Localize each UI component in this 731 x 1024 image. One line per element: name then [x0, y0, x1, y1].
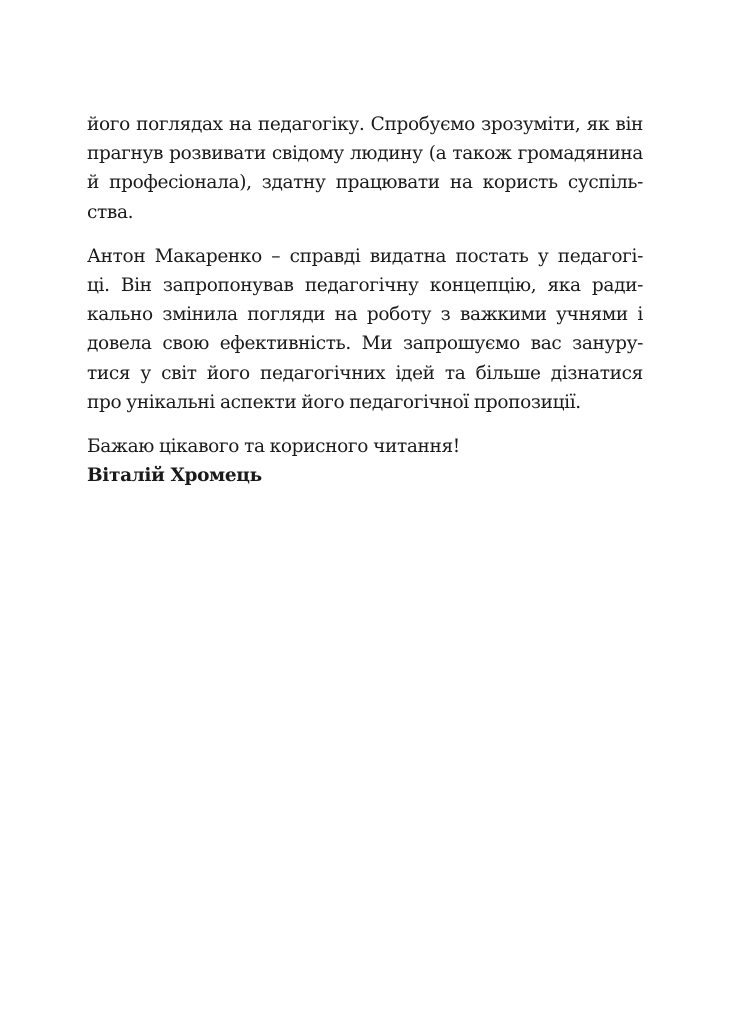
- text-line: його поглядах на педагогіку. Спробуємо зрозуміти, як він: [87, 114, 643, 135]
- paragraph-gap: [87, 227, 643, 242]
- text-line: тися у світ його педагогічних ідей та більше дізнатися: [87, 362, 643, 384]
- text-line: Антон Макаренко – справді видатна постать у педагогі-: [87, 245, 643, 267]
- paragraph-makarenko: [87, 242, 643, 417]
- document-body: [87, 110, 643, 490]
- paragraph-gap: [87, 417, 643, 432]
- text-line: кально змінила погляди на роботу з важкими учнями і: [87, 304, 643, 326]
- text-line: прагнув розвивати свідому людину (а також громадянина: [87, 143, 643, 165]
- closing-line: Бажаю цікавого та корисного читання!: [87, 436, 460, 458]
- text-line: довела свою ефективність. Ми запрошуємо вас зануру-: [87, 333, 643, 355]
- text-line: й професіонала), здатну працювати на користь суспіль-: [87, 172, 643, 194]
- text-line: ці. Він запропонував педагогічну концепцію, яка ради-: [87, 275, 643, 297]
- text-line: ства.: [87, 201, 134, 223]
- author-signature: Віталій Хромець: [87, 465, 262, 487]
- text-line: про унікальні аспекти його педагогічної пропозиції.: [87, 391, 581, 413]
- paragraph-intro-end: [87, 110, 643, 227]
